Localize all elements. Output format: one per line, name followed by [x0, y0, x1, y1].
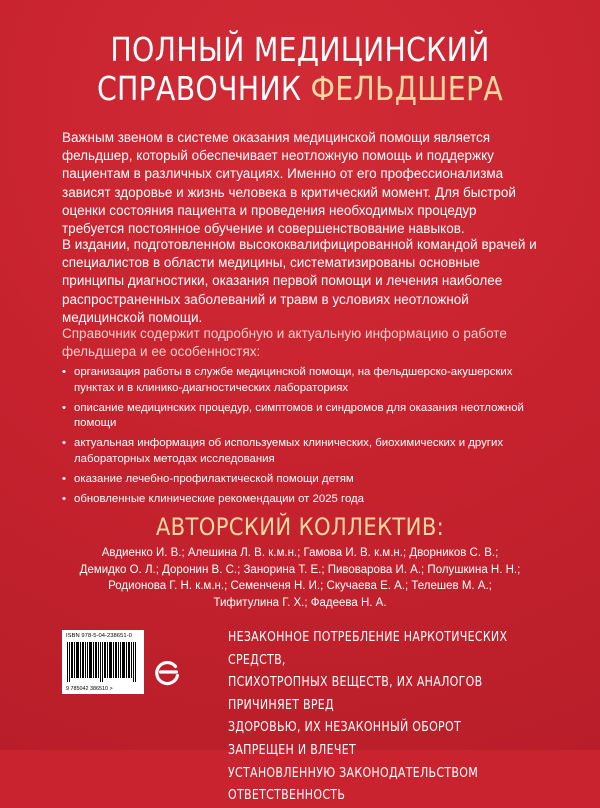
bullet-item: • актуальная информация об используемых клинических, биохимических и других лабораторных методах исследования [62, 436, 540, 468]
authors-line: Демидко О. Л.; Доронин В. С.; Занорина Т. Е.; Пивоварова И. А.; Полушкина Н. Н.; [79, 563, 521, 576]
title-word-main: СПРАВОЧНИК [96, 69, 302, 108]
isbn-text: ISBN 978-5-04-238651-0 [66, 633, 132, 639]
barcode-panel [62, 630, 144, 694]
title-word-accent: ФЕЛЬДШЕРА [310, 69, 504, 108]
authors-line: Тифитулина Г. Х.; Фадеева Н. А. [213, 596, 387, 609]
authors-heading: АВТОРСКИЙ КОЛЛЕКТИВ: [155, 513, 445, 541]
title-line-1: ПОЛНЫЙ МЕДИЦИНСКИЙ [110, 30, 490, 69]
book-title [42, 30, 558, 108]
legal-warning [228, 627, 526, 808]
authors-line: Родионова Г. Н. к.м.н.; Семенченя Н. И.; Скучаева Е. А.; Телешев М. А.; [108, 580, 492, 593]
warning-line: НЕЗАКОННОЕ ПОТРЕБЛЕНИЕ НАРКОТИЧЕСКИХ СРЕДСТВ, [228, 630, 508, 668]
publisher-logo-icon [152, 657, 182, 687]
authors-line: Авдиенко И. В.; Алешина Л. В. к.м.н.; Гамова И. В. к.м.н.; Дворников С. В.; [101, 547, 499, 559]
bullet-item: • оказание лечебно-профилактической помощи детям [62, 472, 540, 488]
warning-line: ПСИХОТРОПНЫХ ВЕЩЕСТВ, ИХ АНАЛОГОВ ПРИЧИНЯЕТ ВРЕД [228, 675, 483, 713]
barcode-icon [66, 642, 140, 686]
contents-bullet-list [62, 365, 540, 511]
description-paragraph-2: В издании, подготовленном высококвалифицированной командой врачей и специалистов в области медицины, систематизированы основные принципы диагностики, оказания первой помощи и лечения наиболее распространенных заболеваний и травм в условиях неотложной медицинской помощи. [62, 237, 537, 325]
bullet-item: • организация работы в службе медицинской помощи, на фельдшерско-акушерских пунктах и в клинико-диагностических лабораториях [62, 365, 540, 397]
warning-line: ЗДОРОВЬЮ, ИХ НЕЗАКОННЫЙ ОБОРОТ ЗАПРЕЩЕН И ВЛЕЧЕТ [228, 720, 461, 758]
bullet-item: • обновленные клинические рекомендации от 2025 года [62, 492, 540, 508]
authors-list [70, 545, 530, 611]
description-paragraph-1: Важным звеном в системе оказания медицинской помощи является фельдшер, который обеспечивает неотложную помощь и поддержку пациентам в различных ситуациях. Именно от его профессионализма зависят здоровье и жизнь человека в критический момент. Для быстрой оценки состояния пациента и проведения необходимых процедур требуется постоянное обучение и совершенствование навыков. [62, 130, 516, 237]
bullet-item: • описание медицинских процедур, симптомов и синдромов для оказания неотложной помощи [62, 401, 540, 433]
barcode-number: 9 785042 386510 > [66, 686, 113, 692]
warning-line: УСТАНОВЛЕННУЮ ЗАКОНОДАТЕЛЬСТВОМ ОТВЕТСТВЕННОСТЬ [228, 765, 479, 804]
contents-lead-text: Справочник содержит подробную и актуальную информацию о работе фельдшера и ее особенностях: [62, 326, 507, 360]
title-line-2 [42, 69, 558, 108]
